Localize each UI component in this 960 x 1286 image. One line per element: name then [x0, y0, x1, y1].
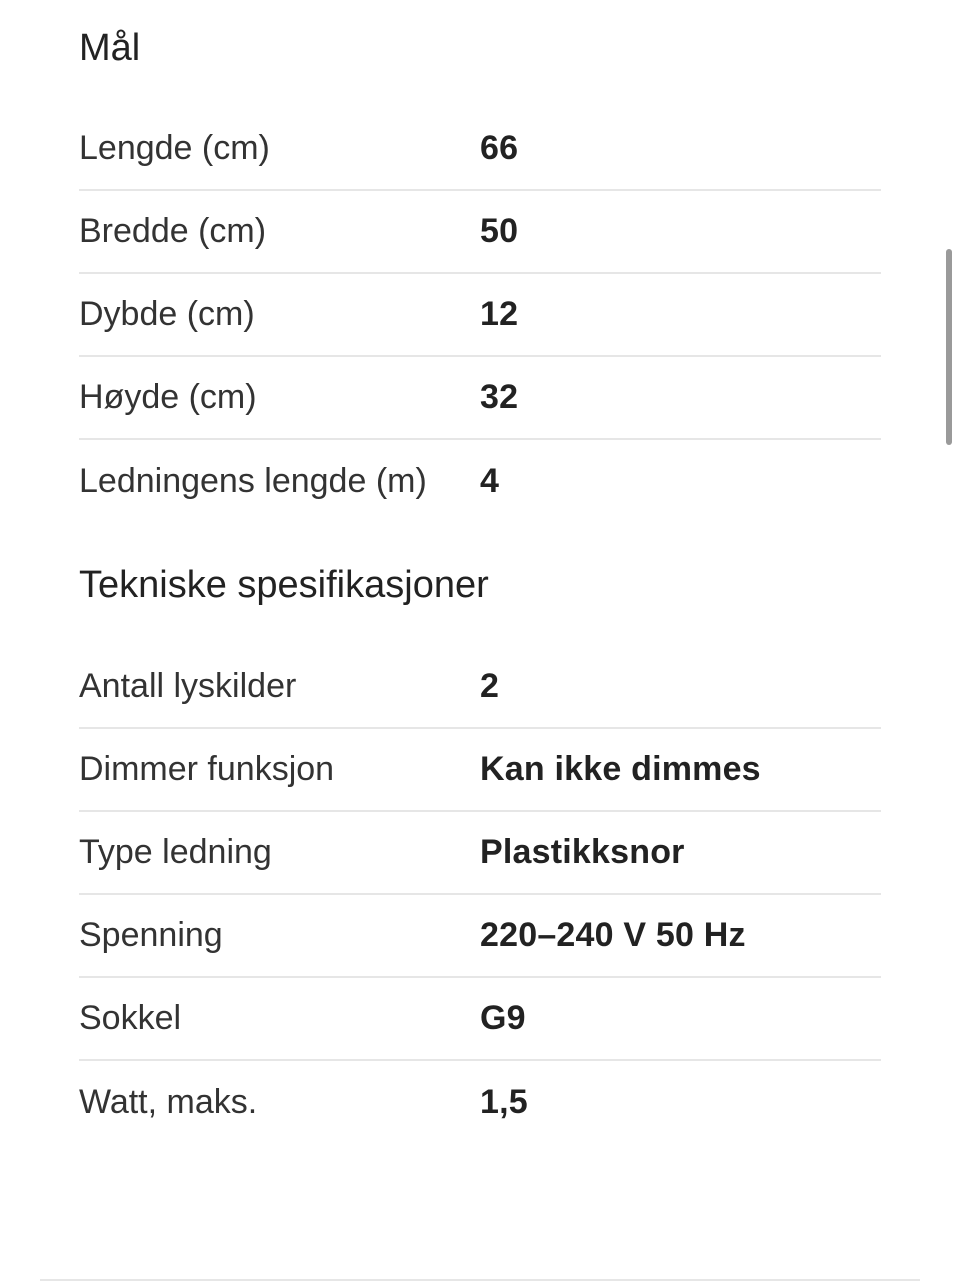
spec-label: Høyde (cm): [79, 378, 257, 416]
technical-table: [79, 646, 881, 1144]
spec-value: Plastikksnor: [480, 833, 685, 871]
spec-value: Kan ikke dimmes: [480, 750, 761, 788]
spec-label: Dimmer funksjon: [79, 750, 335, 788]
section-title-dimensions: Mål: [79, 27, 141, 69]
spec-row-light-sources: [79, 646, 881, 729]
spec-label: Spenning: [79, 916, 223, 954]
spec-row-cord-type: [79, 812, 881, 895]
spec-label: Type ledning: [79, 833, 272, 871]
spec-value: 220–240 V 50 Hz: [480, 916, 746, 954]
spec-row-dimmer: [79, 729, 881, 812]
spec-row-voltage: [79, 895, 881, 978]
spec-row-socket: [79, 978, 881, 1061]
spec-row-width: [79, 191, 881, 274]
spec-value: 2: [480, 667, 500, 705]
spec-row-height: [79, 357, 881, 440]
spec-value: 12: [480, 295, 519, 333]
spec-value: G9: [480, 999, 526, 1037]
scrollbar-thumb[interactable]: [946, 249, 952, 445]
spec-label: Bredde (cm): [79, 212, 267, 250]
spec-label: Watt, maks.: [79, 1083, 258, 1121]
dimensions-table: [79, 108, 881, 523]
spec-row-cord-length: [79, 440, 881, 523]
spec-row-length: [79, 108, 881, 191]
bottom-divider: [40, 1279, 920, 1281]
spec-row-watt-max: [79, 1061, 881, 1144]
section-title-technical: Tekniske spesifikasjoner: [79, 564, 489, 606]
spec-value: 32: [480, 378, 519, 416]
spec-label: Ledningens lengde (m): [79, 462, 427, 500]
spec-label: Antall lyskilder: [79, 667, 297, 705]
spec-value: 1,5: [480, 1083, 528, 1121]
spec-value: 66: [480, 129, 519, 167]
spec-label: Dybde (cm): [79, 295, 255, 333]
spec-value: 4: [480, 462, 500, 500]
spec-label: Sokkel: [79, 999, 182, 1037]
spec-value: 50: [480, 212, 519, 250]
spec-label: Lengde (cm): [79, 129, 270, 167]
spec-row-depth: [79, 274, 881, 357]
